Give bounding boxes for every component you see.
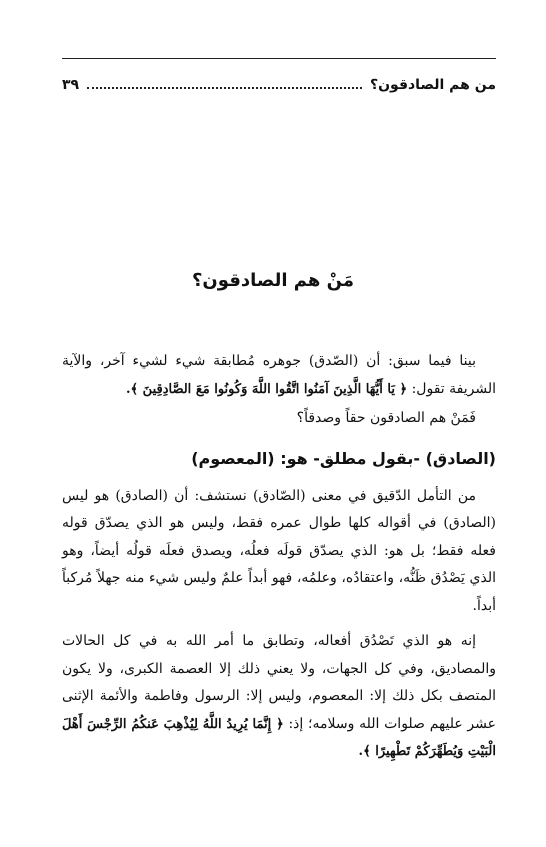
dotted-leader [87, 86, 362, 89]
section-subheading: (الصادق) -بقول مطلق- هو: (المعصوم) [191, 448, 496, 468]
chapter-title: مَنْ هم الصادقون؟ [191, 270, 354, 291]
page-number: ٣٩ [62, 77, 80, 93]
paragraph-meaning: من التأمل الدّقيق في معنى (الصّادق) نستشف: أن (الصادق) هو ليس (الصادق) في أقواله كلها طوال عمره فقط، وليس هو الذي يصدّق قوله فعله فقط؛ بل هو: الذي يصدّق قولَه فعلُه، ويصدق فعلَه قولُه أيضاً، وهو الذي يَصْدُق ظَنُّه، واعتقادُه، وعلمُه، فهو أبداً علمٌ وليس شيء منه جهلاً مُركباً أبداً. [62, 487, 496, 614]
quran-verse-truthful: ﴿ يَا أَيُّهَا الَّذِينَ آمَنُوا اتَّقُوا اللَّهَ وَكُونُوا مَعَ الصَّادِقِينَ ﴾. [126, 381, 408, 397]
quran-verse-purification: ﴿ إِنَّمَا يُرِيدُ اللَّهُ لِيُذْهِبَ عَنكُمُ الرِّجْسَ أَهْلَ الْبَيْتِ وَيُطَهِّرَكُمْ تَطْهِيرًا ﴾. [62, 716, 496, 759]
paragraph-infallible-text: إنه هو الذي تَصْدُق أفعاله، وتطابق ما أمر الله به في كل الحالات والمصاديق، وفي كل الجهات، ولا يعني ذلك إلا العصمة الكبرى، ولا يكون المتصف بكل ذلك إلا: المعصوم، وليس إلا: الرسول وفاطمة والأئمة الإثنى عشر عليهم صلوات الله وسلامه؛ إذ: [62, 633, 496, 732]
paragraph-question: فَمَنْ هم الصادقون حقاً وصدقاً؟ [296, 410, 476, 426]
body-text [62, 348, 496, 766]
running-header [62, 58, 496, 93]
running-title: من هم الصادقون؟ [369, 77, 496, 93]
paragraph-gap [62, 620, 496, 628]
paragraph-definition [62, 348, 496, 403]
paragraph-definition-text: بينا فيما سبق: أن (الصّدق) جوهره مُطابقة شيء لشيء آخر، والآية الشريفة تقول: [62, 353, 496, 397]
paragraph-infallible [62, 628, 496, 766]
